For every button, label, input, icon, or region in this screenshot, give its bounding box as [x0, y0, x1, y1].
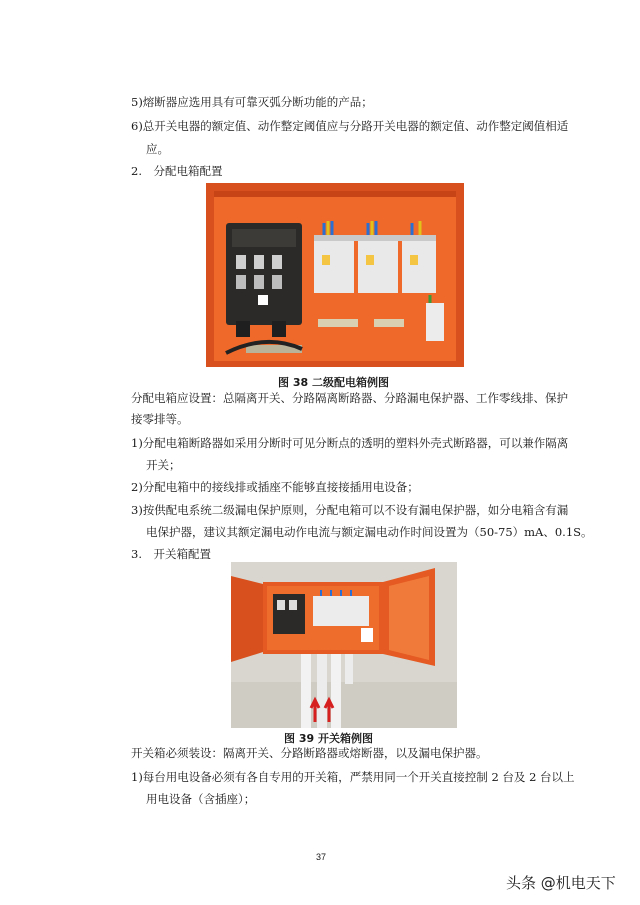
- switch-box-image: [231, 562, 457, 728]
- figure-38-caption: 图 38 二级配电箱例图: [278, 376, 389, 389]
- list-item-4: 1)每台用电设备必须有各自专用的开关箱，严禁用同一个开关直接控制 2 台及 2 台以上: [131, 770, 575, 784]
- list-item-4-cont: 用电设备（含插座）；: [146, 792, 256, 806]
- list-item-3-cont: 电保护器，建议其额定漏电动作电流与额定漏电动作时间设置为（50-75）mA、0.1S。: [146, 525, 593, 539]
- section-heading-2: 2. 分配电箱配置: [131, 164, 223, 178]
- figure-39-photo: [231, 562, 457, 728]
- para-2: 6)总开关电器的额定值、动作整定阈值应与分路开关电器的额定值、动作整定阈值相适: [131, 119, 569, 133]
- list-item-3: 3)按供配电系统二级漏电保护原则，分配电箱可以不设有漏电保护器，如分电箱含有漏: [131, 503, 569, 517]
- section-heading-3: 3. 开关箱配置: [131, 547, 211, 561]
- figure-38-photo: [206, 183, 464, 367]
- watermark: 头条 @机电天下: [506, 874, 616, 892]
- list-item-2: 2)分配电箱中的接线排或插座不能够直接接插用电设备；: [131, 480, 419, 494]
- list-item-1-cont: 开关；: [146, 458, 181, 472]
- para-4: 开关箱必须装设：隔离开关、分路断路器或熔断器，以及漏电保护器。: [131, 746, 488, 760]
- distribution-box-image: [206, 183, 464, 367]
- para-2-cont: 应。: [146, 142, 169, 156]
- list-item-1: 1)分配电箱断路器如采用分断时可见分断点的透明的塑料外壳式断路器，可以兼作隔离: [131, 436, 569, 450]
- figure-39-caption: 图 39 开关箱例图: [284, 732, 373, 745]
- page-number: 37: [316, 852, 327, 862]
- para-1: 5)熔断器应选用具有可靠灭弧分断功能的产品；: [131, 95, 373, 109]
- para-3-cont: 接零排等。: [131, 412, 189, 426]
- para-3: 分配电箱应设置：总隔离开关、分路隔离断路器、分路漏电保护器、工作零线排、保护: [131, 391, 568, 405]
